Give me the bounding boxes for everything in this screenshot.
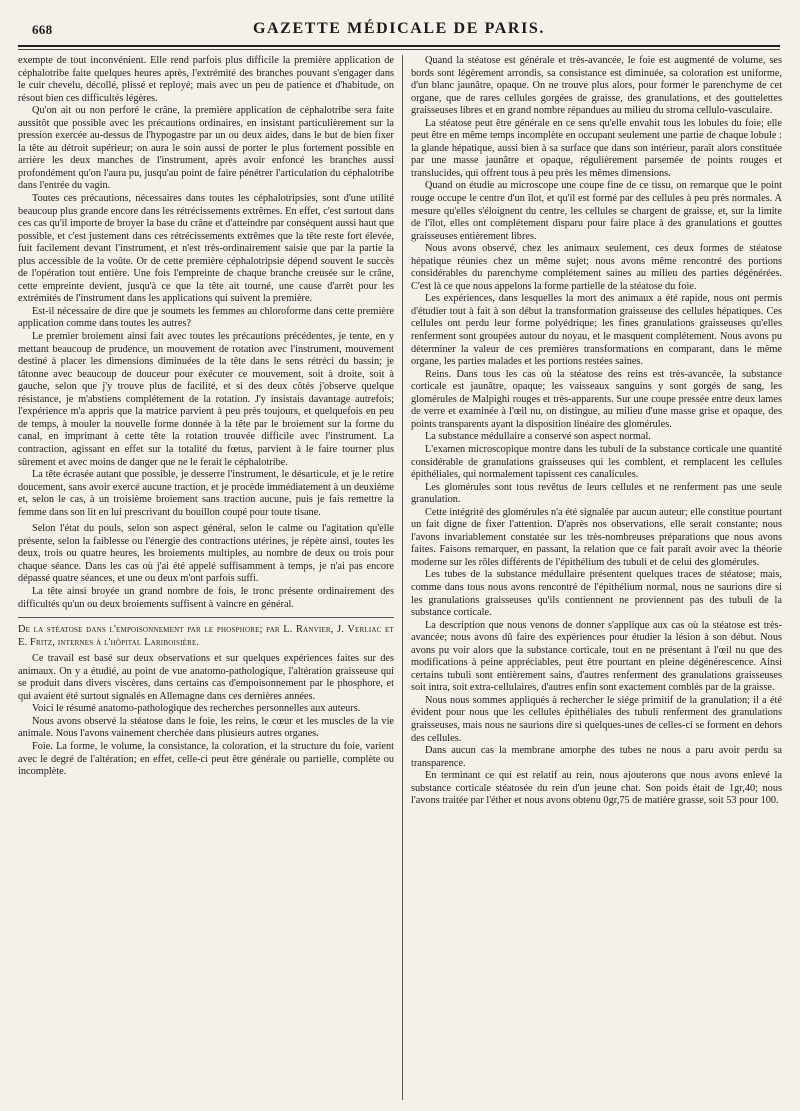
journal-title: GAZETTE MÉDICALE DE PARIS. (252, 20, 545, 37)
paragraph: La tête écrasée autant que possible, je desserre l'instrument, le désarticule, et je le retire doucement, sans avoir exercé aucune traction, et je procède immédiatement à un deuxième et, selon le cas, à un troisième broiement sans traction aucune, puis je fais remettre la femme dans son lit en lui prescrivant du bouillon coupé pour toute tisane. (18, 469, 394, 518)
paragraph: Nous avons observé la stéatose dans le foie, les reins, le cœur et les muscles de la vie animale. Nous l'avons vainement cherchée dans plusieurs autres organes. (18, 715, 394, 740)
paragraph: La description que nous venons de donner s'applique aux cas où la stéatose est très-avancée; nous avons dû faire des expériences pour étudier la lésion à son début. Nous avons pu voir alors que la substance corticale, tout en ne présentant à l'œil nu que des modifications à peine appréciables, peut être pourtant en pleine dégénérescence. Ainsi certains tubuli sont entièrement sains, d'autres renferment des granulations graisseuses soit intra, soit extra-cellulaires, d'autres enfin sont exactement comblés par de la graisse. (411, 619, 782, 694)
paragraph: Dans aucun cas la membrane amorphe des tubes ne nous a paru avoir perdu sa transparence. (411, 745, 782, 769)
paragraph: Le premier broiement ainsi fait avec toutes les précautions précédentes, je tente, en y mettant beaucoup de prudence, un mouvement de rotation avec l'instrument, mouvement destiné à placer les dimensions diminuées de la tête dans le sens rétréci du bassin; je tâtonne avec beaucoup de douceur pour exécuter ce mouvement, soit à droite, soit à gauche, selon que j'y trouve plus de facilité, et si des deux côtés j'observe quelque résistance, je m'abstiens complétement de la rotation. J'y insistais davantage autrefois; l'expérience m'a appris que la matrice parvient à peu près toujours, et quelquefois en peu de temps, à mouler la nouvelle forme donnée à la tête par le broiement sur la forme du canal, en imprimant à cette tête la rotation trouvée difficile avec l'instrument. La contraction, agissant en effet sur la totalité du fœtus, parvient à le faire tourner plus sûrement et avec moins de danger que ne le ferait le céphalotribe. (18, 331, 394, 468)
paragraph: Toutes ces précautions, nécessaires dans toutes les céphalotripsies, sont d'une utilité beaucoup plus grande encore dans les rétrécissements extrêmes. En effet, c'est surtout dans ces cas qu'il importe de broyer la base du crâne et d'atteindre par conséquent aussi haut que possible, et c'est justement dans ces rétrécissements extrêmes que la tête reste fort élevée, fuit facilement devant l'instrument, et n'est très-ordinairement saisie que par la partie la plus accessible de la voûte. Or de cette première céphalotripsie dépend souvent le succès de l'opération tout entière. Une fois l'empreinte de chaque branche creusée sur le crâne, cette empreinte devient, jusqu'à ce que la tête ait tourné, une cause d'arrêt pour les extrémités de l'instrument dans les applications qui suivent la première. (18, 193, 394, 305)
paragraph: Selon l'état du pouls, selon son aspect général, selon le calme ou l'agitation qu'elle présente, selon la faiblesse ou l'énergie des contractions utérines, je répète ainsi, toutes les deux, trois ou quatre heures, les broiements multiples, au nombre de deux ou trois pour chaque séance. Dans les cas où j'ai été appelé suffisamment à temps, je n'ai pas encore dépassé quatre séances, et une ou deux m'ont parfois suffi. (18, 523, 394, 585)
paragraph: Les glomérules sont tous revêtus de leurs cellules et ne renferment pas une seule granulation. (411, 481, 782, 506)
paragraph: Ce travail est basé sur deux observations et sur quelques expériences faites sur des animaux. On y a étudié, au point de vue anatomo-pathologique, l'altération graisseuse qui se produit dans divers viscères, dans certains cas d'empoisonnement par le phosphore, et qui avaient été surtout signalés en Allemagne dans ces dernières années. (18, 653, 394, 702)
page-number: 668 (32, 22, 53, 37)
paragraph: La tête ainsi broyée un grand nombre de fois, le tronc présente ordinairement des difficultés qu'un ou deux broiements suffisent à vaincre en général. (18, 585, 394, 610)
paragraph: Quand la stéatose est générale et très-avancée, le foie est augmenté de volume, ses bords sont légèrement arrondis, sa consistance est diminuée, sa coloration est uniforme, d'un blanc jaunâtre, opaque. On ne trouve plus alors, pour former le parenchyme de cet organe, que de rares cellules gorgées de graisse, des granulations, et des gouttelettes graisseuses libres et en grand nombre répandues au milieu du stroma cellulo-vasculaire. (411, 55, 782, 117)
header-rule-thin (18, 49, 780, 50)
paragraph: exempte de tout inconvénient. Elle rend parfois plus difficile la première application de céphalotribe faite quelques heures après, l'extrémité des branches pouvant s'engager dans le cuir chevelu, décollé, plissé et reployé; mais avec un peu de patience et d'habitude, on résout bien ces difficultés légères. (18, 55, 394, 104)
left-column (18, 55, 394, 1103)
article-title: De la stéatose dans l'empoisonnement par le phosphore; par L. Ranvier, J. Verliac et E. Fritz, internes à l'hôpital Lariboisière. (18, 624, 394, 648)
paragraph: La substance médullaire a conservé son aspect normal. (425, 431, 651, 443)
paragraph: L'examen microscopique montre dans les tubuli de la substance corticale une quantité considérable de granulations graisseuses qui les comblent, et remplacent les cellules épithéliales, qui normalement tapissent ces canalicules. (411, 443, 782, 481)
paragraph: Les expériences, dans lesquelles la mort des animaux a été rapide, nous ont permis d'étudier tout à fait à son début la transformation graisseuse des cellules hépatiques. Ces cellules ont perdu leur forme polyédrique; les fines granulations graisseuses qu'elles renferment sont groupées autour du noyau, et le masquent complétement. Nous avons pu déterminer la valeur de ces premières transformations en comparant, dans le même organe, les parties malades et les portions restées saines. (411, 293, 782, 368)
paragraph: La stéatose peut être générale en ce sens qu'elle envahit tous les lobules du foie; elle peut être en même temps incomplète en occupant seulement une partie de chaque lobule : la glande hépatique, aussi bien à sa surface que dans son intérieur, paraît alors constituée par une masse jaunâtre et opaque, régulièrement parsemée de points rouges et translucides, qui offrent tous à peu près les mêmes dimensions. (411, 117, 782, 179)
paragraph: Reins. Dans tous les cas où la stéatose des reins est très-avancée, la substance corticale est jaunâtre, opaque; les vaisseaux sanguins y sont gorgés de sang, les glomérules de Malpighi rouges et très-apparents. Sur une coupe pressée entre deux lames de verre et examinée à l'œil nu, on distingue, au milieu d'une masse grise et opaque, des points transparents ayant la disposition linéaire des glomérules. (411, 368, 782, 430)
header-rule-thick (18, 45, 780, 47)
paragraph: Est-il nécessaire de dire que je soumets les femmes au chloroforme dans cette première application comme dans toutes les autres? (18, 305, 394, 330)
paragraph: Nous nous sommes appliqués à rechercher le siége primitif de la granulation; il a été évident pour nous que les cellules épithéliales des tubuli renferment des granulations graisseuses, mais nous ne saurions dire si quelques-unes de celles-ci se forment en dehors des cellules. (411, 694, 782, 744)
page-header (18, 16, 780, 42)
paragraph: Nous avons observé, chez les animaux seulement, ces deux formes de stéatose hépatique réunies chez un même sujet; nous avons même rencontré des portions considérables du parenchyme complétement saines au milieu des parties dégénérées. C'est là ce que nous appelons la forme partielle de la stéatose du foie. (411, 243, 782, 292)
article-separator (18, 617, 394, 618)
paragraph: En terminant ce qui est relatif au rein, nous ajouterons que nous avons enlevé la substance corticale stéatosée du rein d'un jeune chat. Son poids était de 1gr,40; nous l'avons traitée par l'éther et nous avons obtenu 0gr,75 de matière grasse, soit 53 pour 100. (411, 770, 782, 807)
paragraph: Qu'on ait ou non perforé le crâne, la première application de céphalotribe sera faite aussitôt que possible avec les précautions ordinaires, en insistant particulièrement sur la pression exercée au-dessus de l'hypogastre par un ou deux aides, dans le but de bien fixer la tête au détroit supérieur; on aura le soin aussi de porter le plus fortement possible en arrière les deux manches de l'instrument, après avoir enfoncé les branches aussi profondément qu'on l'aura pu, jusqu'au point de faire pénétrer l'articulation du céphalotribe dans l'entrée du vagin. (18, 105, 394, 192)
right-column (411, 55, 782, 1103)
article-title-block (18, 617, 394, 649)
paragraph: Cette intégrité des glomérules n'a été signalée par aucun auteur; elle constitue pourtant un fait digne de fixer l'attention. D'après nos observations, elle serait constante; nous l'avons invariablement constatée sur les très-nombreuses préparations que nous avons faites. Faisons remarquer, en passant, la relation que ce fait paraît avoir avec la théorie moderne sur les rôles différents de l'épithélium des tubuli et de celui des glomérules. (411, 506, 782, 568)
paragraph: Quand on étudie au microscope une coupe fine de ce tissu, on remarque que le point rouge occupe le centre d'un îlot, et qu'il est formé par des cellules à peu près normales. A mesure qu'elles s'éloignent du centre, les cellules se chargent de graisse, et, sur la limite de l'îlot, elles ont complétement disparu pour faire place à des granulations et gouttes graisseuses entièrement libres. (411, 180, 782, 242)
paragraph: Voici le résumé anatomo-pathologique des recherches personnelles aux auteurs. (32, 703, 361, 715)
column-divider (402, 55, 403, 1100)
paragraph: Foie. La forme, le volume, la consistance, la coloration, et la structure du foie, varient avec le degré de l'altération; en effet, celle-ci peut être générale ou partielle, complète ou incomplète. (18, 740, 394, 778)
paragraph: Les tubes de la substance médullaire présentent quelques traces de stéatose; mais, comme dans tous nous avons rencontré de l'épithélium normal, nous ne saurions dire si les granulations graisseuses qu'ils contiennent ne proviennent pas des tubuli de la substance corticale. (411, 569, 782, 619)
